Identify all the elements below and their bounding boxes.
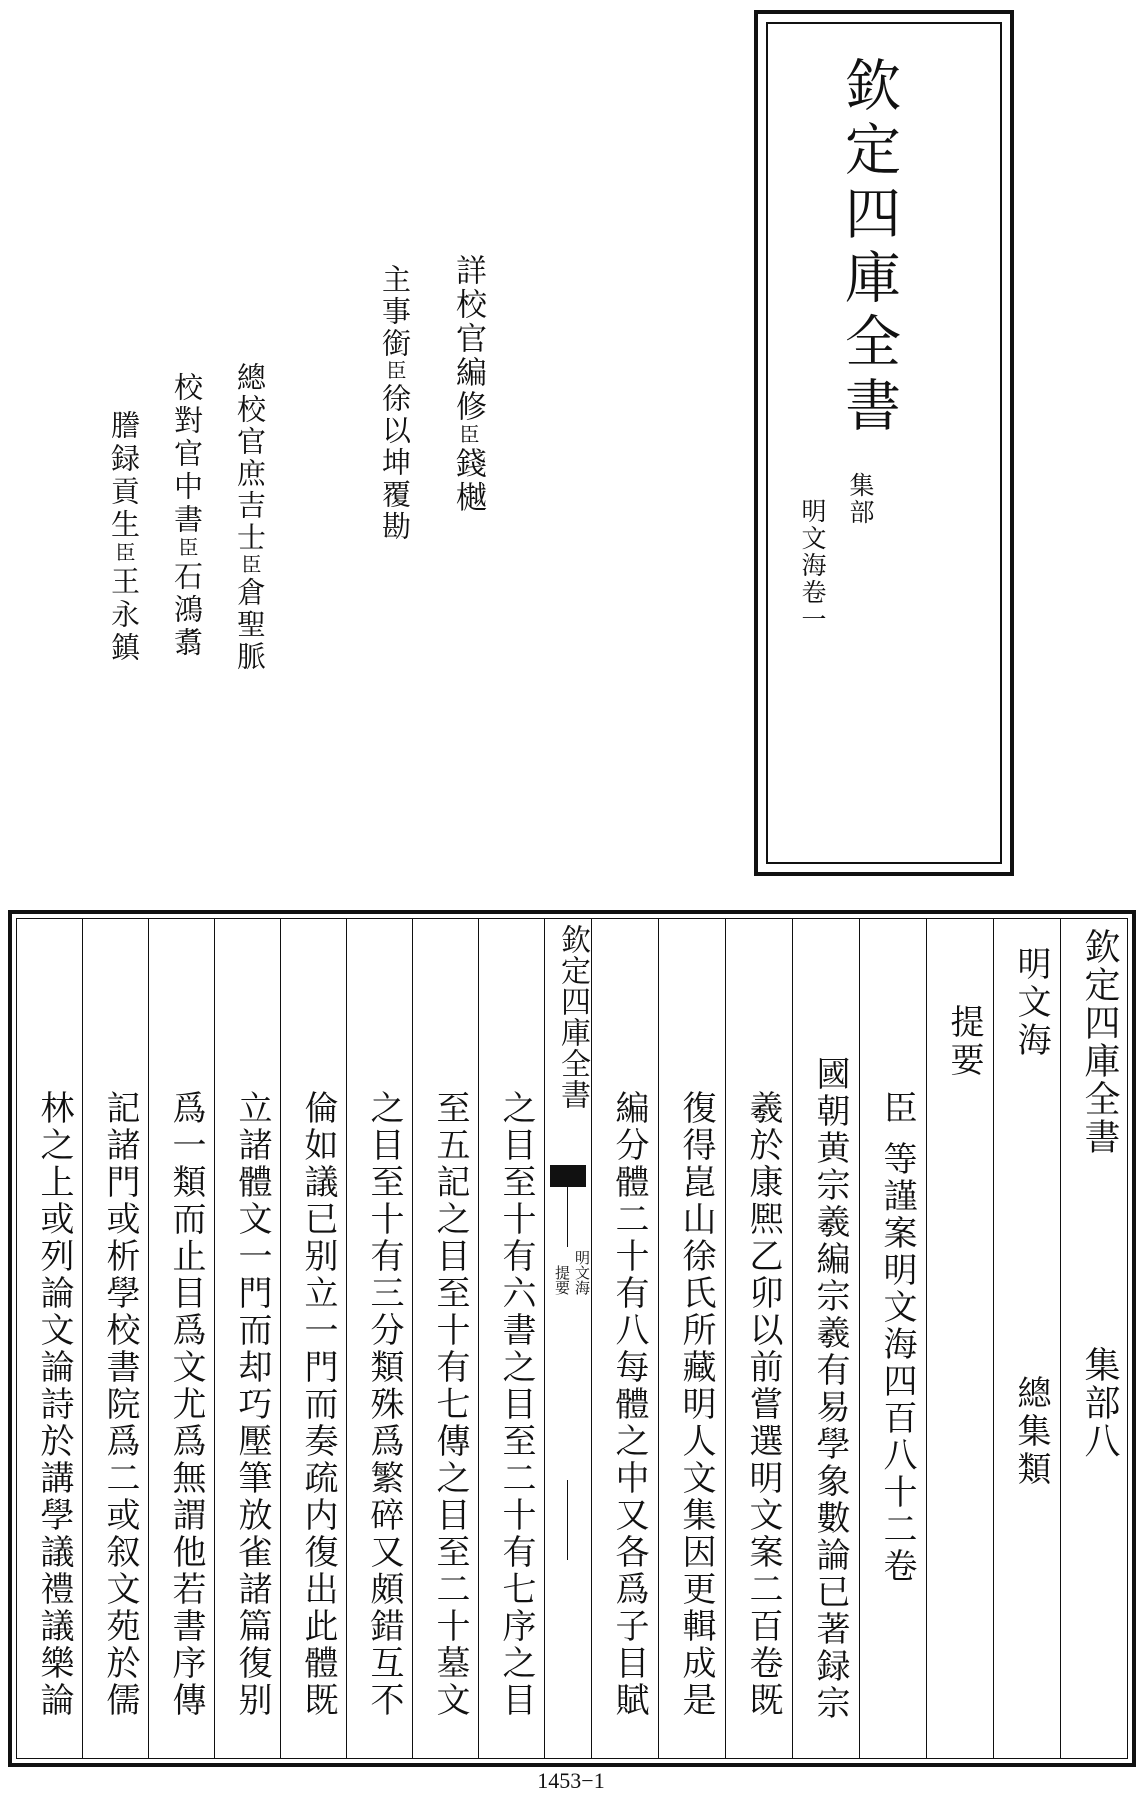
summary-line: 之目至十有六書之目至二十有七序之目 — [496, 1090, 536, 1719]
summary-line: 羲於康熈乙卯以前嘗選明文案二百卷既 — [743, 1090, 783, 1719]
column-rule — [346, 918, 347, 1759]
summary-line: 倫如議已别立一門而奏疏内復出此體既 — [298, 1090, 338, 1719]
center-book: 明文海 — [573, 1250, 591, 1295]
tiyao-heading: 提要 — [944, 1004, 984, 1080]
category-label: 集部八 — [1079, 1346, 1120, 1460]
column-rule — [412, 918, 413, 1759]
column-rule — [214, 918, 215, 1759]
column-rule — [792, 918, 793, 1759]
column-rule — [478, 918, 479, 1759]
column-rule — [1060, 918, 1061, 1759]
summary-line: 國朝黄宗羲編宗羲有易學象數論已著録宗 — [810, 1056, 850, 1722]
summary-line: 至五記之目至十有七傳之目至二十墓文 — [430, 1090, 470, 1719]
column-rule — [148, 918, 149, 1759]
fold-line — [567, 1480, 568, 1560]
book-title: 明文海 — [1011, 946, 1051, 1060]
column-rule — [725, 918, 726, 1759]
subcategory-label: 總集類 — [1011, 1375, 1051, 1489]
cover-volume: 明文海卷一 — [798, 498, 827, 633]
page-number: 1453−1 — [537, 1768, 605, 1793]
center-tiyao: 提要 — [553, 1265, 571, 1295]
summary-line: 臣等謹案明文海四百八十二卷 — [877, 1090, 917, 1585]
fold-line — [567, 1187, 568, 1247]
summary-line: 林之上或列論文論詩於講學議禮議樂論 — [34, 1090, 74, 1719]
column-rule — [993, 918, 994, 1759]
summary-line: 編分體二十有八每體之中又各爲子目賦 — [609, 1090, 649, 1719]
official-col-2: 主事銜臣徐以坤覆勘 — [378, 264, 412, 543]
column-rule — [926, 918, 927, 1759]
summary-line: 爲一類而止目爲文尤爲無謂他若書序傳 — [166, 1090, 206, 1719]
summary-line: 復得崑山徐氏所藏明人文集因更輯成是 — [676, 1090, 716, 1719]
summary-line: 立諸體文一門而却巧壓筆放雀諸篇復别 — [232, 1090, 272, 1719]
official-col-5: 謄録貢生臣王永鎮 — [107, 410, 141, 665]
column-rule — [658, 918, 659, 1759]
official-col-1: 詳校官編修臣錢樾 — [450, 254, 486, 515]
column-rule — [859, 918, 860, 1759]
summary-line: 記諸門或析學校書院爲二或叙文苑於儒 — [100, 1090, 140, 1719]
column-rule — [82, 918, 83, 1759]
column-rule — [280, 918, 281, 1759]
page-header: 欽定四庫全書 — [1079, 928, 1120, 1156]
cover-section: 集部 — [846, 472, 875, 526]
cover-title: 欽定四庫全書 — [836, 56, 901, 440]
center-title: 欽定四庫全書 — [555, 924, 590, 1110]
official-col-3: 總校官庶吉士臣倉聖脈 — [233, 362, 267, 673]
summary-line: 之目至十有三分類殊爲繁碎又頗錯互不 — [364, 1090, 404, 1719]
official-col-4: 校對官中書臣石鴻翥 — [170, 372, 204, 660]
column-rule — [544, 918, 545, 1759]
fold-mark — [550, 1165, 586, 1187]
